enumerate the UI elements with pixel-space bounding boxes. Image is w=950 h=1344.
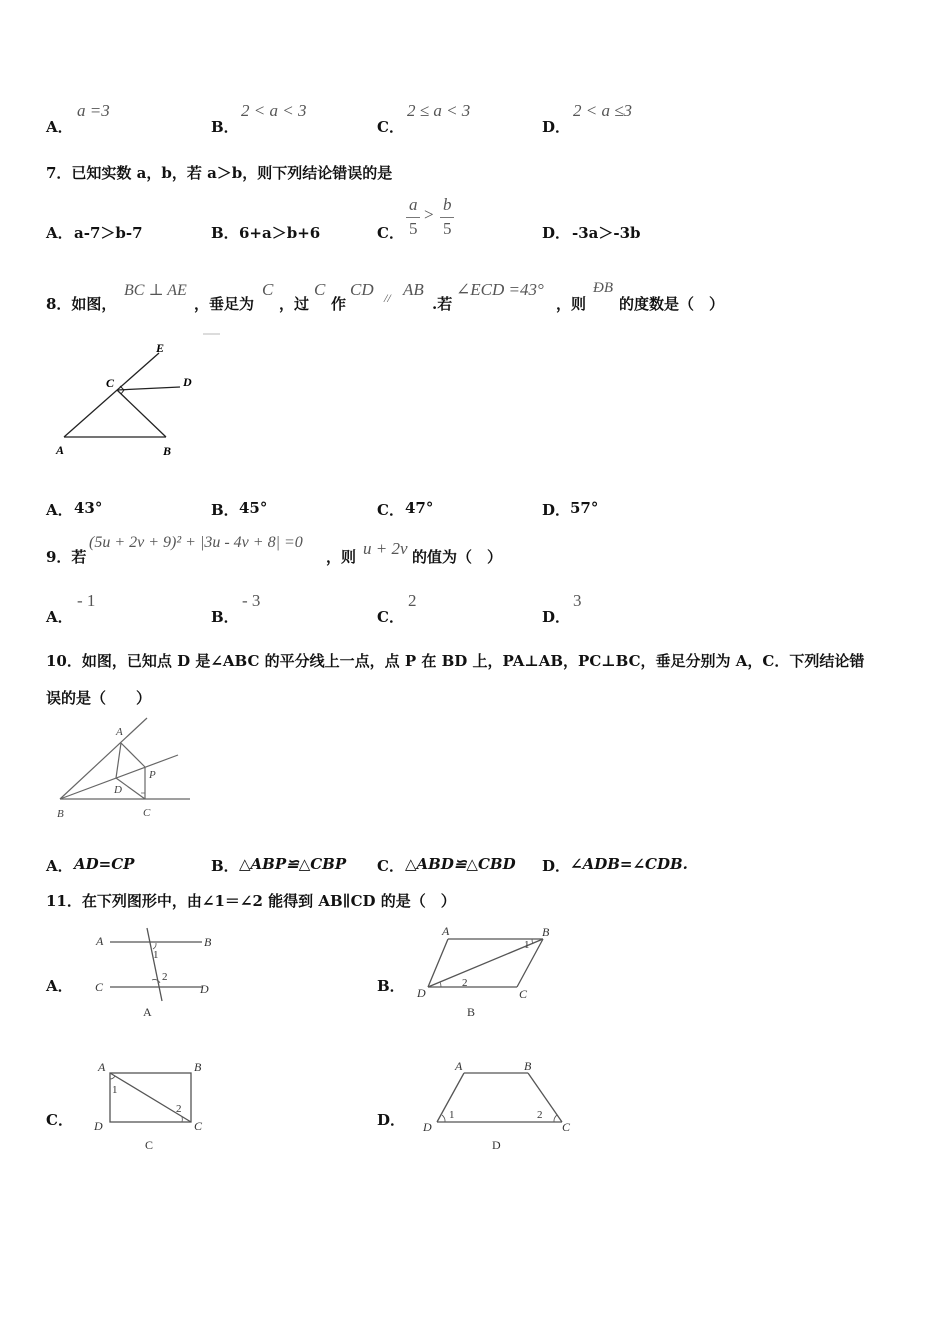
q8-segment-cb — [117, 390, 166, 437]
q11b-caption: B — [467, 1005, 476, 1019]
q7-option-a-text: a-7＞b-7 — [74, 224, 143, 242]
q8-math-cd: CD — [350, 280, 374, 299]
q11d-label-d: D — [423, 1120, 432, 1134]
q7-option-c-rel: > — [424, 205, 434, 224]
q9-option-b-label: B． — [211, 608, 239, 626]
q11b-label-b: B — [542, 925, 550, 939]
q11d-angle-2-arc — [554, 1115, 557, 1122]
q7-option-d-text: -3a＞-3b — [572, 224, 641, 242]
q9-text-2: 的值为（ ） — [412, 548, 503, 566]
q11a-caption: A — [143, 1005, 152, 1019]
q8-option-b-text: 45° — [239, 499, 268, 517]
q7-option-d-label: D． — [542, 224, 571, 242]
q10-option-a-text: AD=CP — [74, 855, 135, 873]
q8-label-b: B — [163, 444, 172, 458]
q9-option-c-label: C． — [377, 608, 404, 626]
q8-text-1: ，垂足为 — [194, 295, 255, 313]
q11-figure-a — [90, 925, 220, 1020]
q7-fraction-bar-a — [406, 217, 420, 218]
q8-figure — [50, 330, 220, 465]
q8-number: 8．如图， — [46, 295, 117, 313]
q10-option-d-label: D． — [542, 857, 571, 875]
q11-stem: 11．在下列图形中，由∠1＝∠2 能得到 AB∥CD 的是（ ） — [46, 892, 456, 910]
q10-option-a-label: A． — [46, 857, 73, 875]
q11b-label-a: A — [442, 924, 450, 938]
q10-option-d-text: ∠ADB=∠CDB. — [570, 855, 688, 873]
q11b-label-d: D — [417, 986, 426, 1000]
q11d-caption: D — [492, 1138, 501, 1152]
q11a-label-1: 1 — [153, 949, 159, 961]
q6-option-a-label: A． — [46, 118, 73, 136]
q6-option-d-label: D． — [542, 118, 571, 136]
q7-option-b-text: 6+a＞b+6 — [239, 224, 321, 242]
q6-option-d-math: 2 < a ≤3 — [573, 101, 633, 120]
q8-math-parallel: // — [384, 291, 391, 305]
q7-option-c-den-b: 5 — [443, 219, 452, 238]
q11b-side-bc — [517, 939, 543, 987]
q9-option-a-label: A． — [46, 608, 73, 626]
q11b-label-c: C — [519, 987, 528, 1001]
q9-text-1: ，则 — [326, 548, 357, 566]
q11c-angle-1-arc — [110, 1076, 115, 1079]
q10-stem-line-1: 10．如图，已知点 D 是∠ABC 的平分线上一点，点 P 在 BD 上，PA⊥AB，PC⊥BC，垂足分别为 A，C．下列结论错 — [46, 652, 865, 670]
q10-ray-ba — [60, 718, 147, 799]
q8-option-c-text: 47° — [405, 499, 434, 517]
q9-expression: u + 2v — [363, 539, 408, 558]
q11a-label-c: C — [95, 980, 104, 994]
q6-option-a-math: a =3 — [77, 101, 110, 120]
q9-option-d-label: D． — [542, 608, 571, 626]
q9-number: 9．若 — [46, 548, 87, 566]
q10-figure — [50, 715, 195, 823]
q8-option-a-label: A． — [46, 501, 73, 519]
q8-label-d: D — [183, 375, 192, 389]
q10-option-c-text: △ABD≌△CBD — [405, 855, 516, 873]
q9-option-d-math: 3 — [573, 591, 582, 610]
q8-option-a-text: 43° — [74, 499, 103, 517]
q8-text-6: 的度数是（ ） — [619, 295, 725, 313]
q11a-label-2: 2 — [162, 971, 168, 983]
q7-option-a-label: A． — [46, 224, 73, 242]
q9-option-a-math: - 1 — [77, 591, 96, 610]
q11-figure-d — [412, 1055, 582, 1155]
q11b-label-2: 2 — [462, 977, 468, 989]
q7-fraction-bar-b — [440, 217, 454, 218]
q8-math-c1: C — [262, 280, 274, 299]
q11c-label-1: 1 — [112, 1084, 118, 1096]
q8-label-e: E — [156, 341, 165, 355]
q7-option-c-num-b: b — [443, 195, 452, 214]
q11-figure-c — [90, 1055, 220, 1155]
q11c-label-d: D — [94, 1119, 103, 1133]
q11-figure-b — [412, 920, 562, 1020]
q11b-label-1: 1 — [524, 939, 530, 951]
q11b-angle-2-arc — [440, 982, 441, 987]
q7-option-c-den-a: 5 — [409, 219, 418, 238]
q6-option-c-label: C． — [377, 118, 404, 136]
q11d-label-2: 2 — [537, 1109, 543, 1121]
q11-option-b-label: B． — [377, 977, 405, 995]
q11d-label-1: 1 — [449, 1109, 455, 1121]
q6-option-b-label: B． — [211, 118, 239, 136]
q9-option-b-math: - 3 — [242, 591, 261, 610]
q10-label-b: B — [57, 808, 64, 820]
q11c-label-2: 2 — [176, 1103, 182, 1115]
q8-line-ae — [64, 353, 159, 437]
q11-option-c-label: C． — [46, 1111, 73, 1129]
q10-option-b-label: B． — [211, 857, 239, 875]
q8-text-2: ，过 — [279, 295, 310, 313]
q8-math-bc-perp-ae: BC ⊥ AE — [124, 282, 187, 299]
q8-math-ab: AB — [403, 280, 424, 299]
q11c-caption: C — [145, 1138, 154, 1152]
q11-option-d-label: D． — [377, 1111, 406, 1129]
q11-option-a-label: A． — [46, 977, 73, 995]
q7-option-c-label: C． — [377, 224, 404, 242]
q9-option-c-math: 2 — [408, 591, 417, 610]
q8-label-c: C — [106, 376, 115, 390]
q11a-label-b: B — [204, 935, 212, 949]
q11d-label-c: C — [562, 1120, 571, 1134]
q8-math-angle-b: ÐB — [593, 280, 613, 296]
q8-math-c2: C — [314, 280, 326, 299]
q8-text-5: ，则 — [556, 295, 587, 313]
q10-label-c: C — [143, 807, 151, 819]
q10-option-c-label: C． — [377, 857, 404, 875]
q11a-label-d: D — [200, 982, 209, 996]
q10-label-d: D — [114, 784, 122, 796]
q11d-side-bc — [528, 1073, 562, 1122]
q8-math-angle-ecd: ∠ECD =43° — [456, 280, 544, 299]
q8-option-b-label: B． — [211, 501, 239, 519]
q8-segment-cd — [117, 387, 180, 390]
q9-equation: (5u + 2v + 9)² + |3u - 4v + 8| =0 — [89, 534, 303, 551]
q6-option-c-math: 2 ≤ a < 3 — [407, 101, 471, 120]
q11d-label-a: A — [455, 1059, 463, 1073]
q8-option-d-label: D． — [542, 501, 571, 519]
q10-label-p: P — [149, 769, 156, 781]
q10-segment-ap — [121, 743, 145, 767]
q10-segment-ad — [116, 743, 121, 778]
q8-label-a: A — [56, 443, 65, 457]
q11a-label-a: A — [96, 934, 104, 948]
q8-option-d-text: 57° — [570, 499, 599, 517]
q11c-label-a: A — [98, 1060, 106, 1074]
q8-text-4: .若 — [432, 295, 453, 313]
q11d-angle-1-arc — [442, 1115, 445, 1122]
q11c-label-c: C — [194, 1119, 203, 1133]
q6-option-b-math: 2 < a < 3 — [241, 101, 307, 120]
q11d-label-b: B — [524, 1059, 532, 1073]
q8-text-3: 作 — [331, 295, 347, 313]
q7-option-c-num-a: a — [409, 195, 418, 214]
q10-label-a: A — [116, 726, 123, 738]
q11a-transversal — [147, 928, 162, 1001]
q10-stem-line-2: 误的是（ ） — [46, 689, 152, 707]
q8-option-c-label: C． — [377, 501, 404, 519]
q7-option-b-label: B． — [211, 224, 239, 242]
q7-stem: 7．已知实数 a，b，若 a＞b，则下列结论错误的是 — [46, 164, 393, 182]
q11c-label-b: B — [194, 1060, 202, 1074]
q10-option-b-text: △ABP≌△CBP — [239, 855, 347, 873]
